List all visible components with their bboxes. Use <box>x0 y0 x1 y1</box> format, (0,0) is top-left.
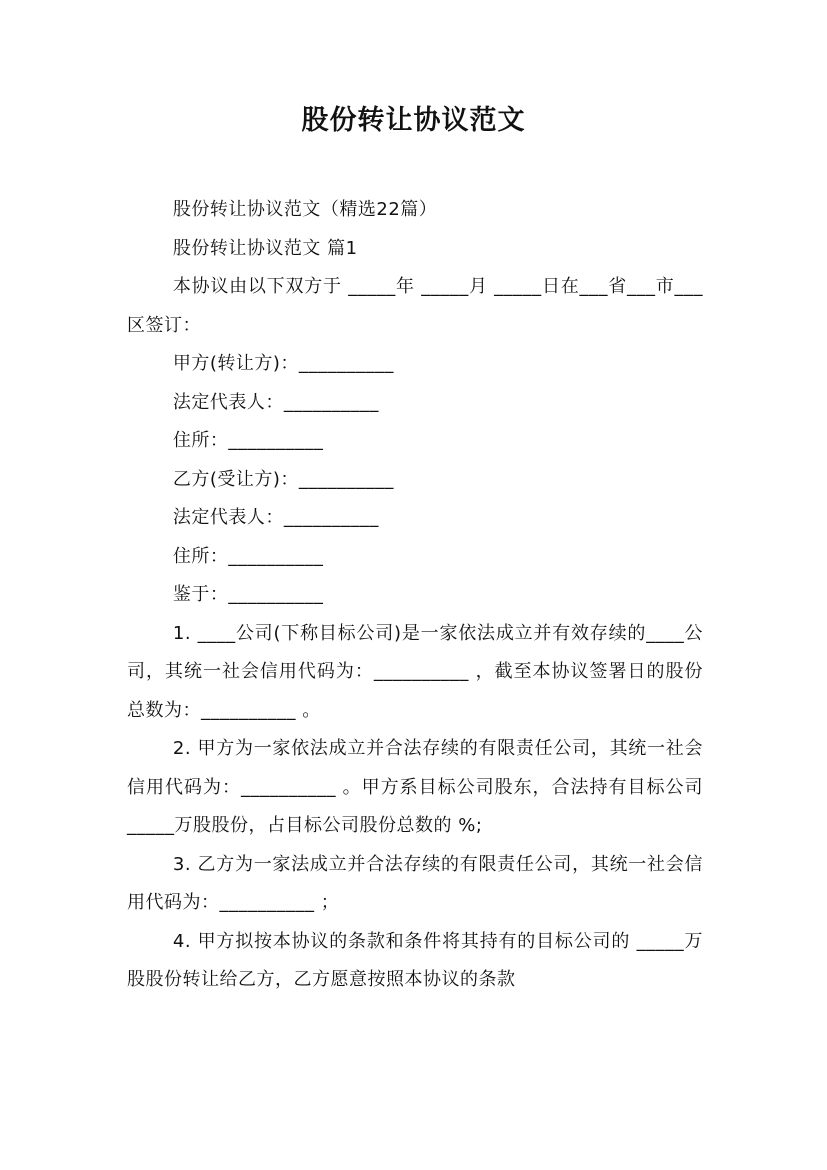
paragraph: 住所：__________ <box>172 430 324 451</box>
paragraph: 1. ____公司(下称目标公司)是一家依法成立并有效存续的____公司，其统一社会信用代码为：__________ ，截至本协议签署日的股份总数为：__________ 。 <box>127 622 703 721</box>
paragraph: 乙方(受让方)：__________ <box>172 468 394 490</box>
paragraph: 3. 乙方为一家法成立并合法存续的有限责任公司，其统一社会信用代码为：__________ ； <box>127 853 703 913</box>
paragraph: 住所：__________ <box>172 545 324 567</box>
document-body <box>127 191 703 1000</box>
paragraph: 4. 甲方拟按本协议的条款和条件将其持有的目标公司的 _____万股股份转让给乙方，乙方愿意按照本协议的条款 <box>127 930 703 990</box>
paragraph: 法定代表人：__________ <box>172 391 379 413</box>
document-title: 股份转让协议范文 <box>301 105 526 136</box>
paragraph: 法定代表人：__________ <box>172 507 379 528</box>
paragraph: 股份转让协议范文（精选22篇） <box>172 199 438 220</box>
paragraph: 股份转让协议范文 篇1 <box>172 237 358 259</box>
paragraph: 本协议由以下双方于 _____年 _____月 _____日在___省___市___区签订： <box>127 276 703 336</box>
paragraph: 鉴于：__________ <box>172 584 324 605</box>
paragraph: 甲方(转让方)：__________ <box>172 353 394 374</box>
paragraph: 2. 甲方为一家依法成立并合法存续的有限责任公司，其统一社会信用代码为：__________ 。甲方系目标公司股东，合法持有目标公司 _____万股股份，占目标公司股份总数的 %; <box>127 738 703 836</box>
